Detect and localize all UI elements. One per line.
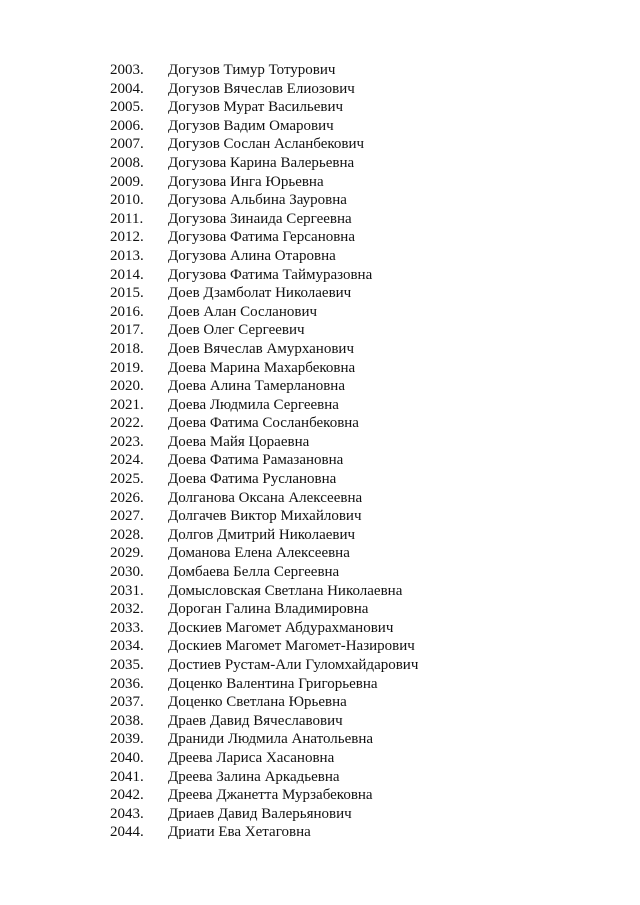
entry-number: 2042. [110, 787, 144, 804]
entry-number: 2018. [110, 340, 144, 357]
list-item [110, 749, 418, 768]
entry-number: 2003. [110, 62, 144, 78]
list-item [110, 191, 418, 210]
list-item [110, 619, 418, 638]
entry-number: 2021. [110, 396, 144, 413]
entry-number: 2037. [110, 694, 144, 711]
entry-number: 2009. [110, 173, 144, 190]
entry-name: Драниди Людмила Анатольевна [168, 731, 374, 748]
list-item [110, 768, 418, 787]
entry-name: Домысловская Светлана Николаевна [168, 582, 403, 599]
entry-name: Долгов Дмитрий Николаевич [168, 526, 356, 543]
entry-number: 2034. [110, 638, 144, 655]
entry-name: Дреева Залина Аркадьевна [168, 768, 340, 785]
entry-name: Догузова Альбина Зауровна [168, 192, 347, 209]
entry-number: 2026. [110, 489, 144, 506]
entry-name: Дреева Лариса Хасановна [168, 749, 335, 766]
entry-name: Долганова Оксана Алексеевна [168, 489, 363, 506]
list-item [110, 582, 418, 601]
entry-number: 2038. [110, 712, 144, 729]
entry-number: 2005. [110, 99, 144, 116]
entry-number: 2019. [110, 359, 144, 376]
entry-number: 2017. [110, 322, 144, 339]
list-item [110, 321, 418, 340]
entry-name: Доскиев Магомет Магомет-Назирович [168, 638, 415, 655]
entry-number: 2016. [110, 303, 144, 320]
entry-number: 2044. [110, 824, 144, 841]
entry-name: Дороган Галина Владимировна [168, 601, 369, 618]
entry-number: 2011. [110, 210, 144, 227]
list-item [110, 117, 418, 136]
entry-name: Достиев Рустам-Али Гуломхайдарович [168, 657, 419, 673]
entry-number: 2020. [110, 378, 144, 395]
entry-name: Догузов Тимур Тотурович [168, 62, 336, 78]
entry-name: Догузов Вадим Омарович [168, 117, 334, 134]
entry-number: 2030. [110, 564, 144, 581]
entry-number: 2029. [110, 545, 144, 562]
entry-name: Догузова Инга Юрьевна [168, 173, 324, 190]
entry-name: Драев Давид Вячеславович [168, 712, 343, 729]
list-item [110, 135, 418, 154]
entry-name: Доскиев Магомет Абдурахманович [168, 619, 394, 636]
entry-number: 2006. [110, 117, 144, 134]
entry-number: 2028. [110, 526, 144, 543]
list-item [110, 675, 418, 694]
list-item [110, 563, 418, 582]
list-item [110, 507, 418, 526]
entry-number: 2035. [110, 657, 144, 673]
list-item [110, 266, 418, 285]
entry-name: Доценко Валентина Григорьевна [168, 675, 378, 692]
list-item [110, 805, 418, 824]
entry-name: Доев Вячеслав Амурханович [168, 340, 354, 357]
list-item [110, 451, 418, 470]
list-item [110, 359, 418, 378]
entry-name: Догузов Сослан Асланбекович [168, 136, 365, 153]
list-item [110, 210, 418, 229]
entry-name: Догузов Вячеслав Елиозович [168, 80, 355, 97]
list-item [110, 284, 418, 303]
list-item [110, 414, 418, 433]
entry-name: Доценко Светлана Юрьевна [168, 694, 347, 711]
list-item [110, 730, 418, 749]
entry-number: 2025. [110, 471, 144, 488]
list-item [110, 80, 418, 99]
entry-name: Доманова Елена Алексеевна [168, 545, 350, 562]
list-item [110, 303, 418, 322]
entry-name: Догузова Фатима Таймуразовна [168, 266, 373, 283]
entry-name: Дреева Джанетта Мурзабековна [168, 787, 373, 804]
entry-number: 2004. [110, 80, 144, 97]
list-item [110, 712, 418, 731]
list-item [110, 340, 418, 359]
entry-name: Догузова Фатима Герсановна [168, 229, 355, 246]
entry-name: Доев Дзамболат Николаевич [168, 285, 352, 302]
list-item [110, 61, 418, 80]
list-item [110, 526, 418, 545]
entry-number: 2033. [110, 619, 144, 636]
entry-name: Доев Олег Сергеевич [168, 322, 305, 339]
entry-number: 2041. [110, 768, 144, 785]
list-item [110, 786, 418, 805]
list-item [110, 98, 418, 117]
entry-number: 2032. [110, 601, 144, 618]
entry-number: 2022. [110, 415, 144, 432]
entry-number: 2031. [110, 582, 144, 599]
entry-name: Доева Фатима Рамазановна [168, 452, 344, 469]
entry-name: Долгачев Виктор Михайлович [168, 508, 362, 525]
entry-name: Доева Людмила Сергеевна [168, 396, 339, 413]
entry-name: Догузов Мурат Васильевич [168, 99, 344, 116]
list-item [110, 823, 418, 842]
entry-name: Доева Марина Махарбековна [168, 359, 356, 376]
list-item [110, 470, 418, 489]
entry-name: Доева Майя Цораевна [168, 433, 310, 450]
entry-number: 2013. [110, 247, 144, 264]
entry-number: 2008. [110, 154, 144, 171]
entry-number: 2023. [110, 433, 144, 450]
list-item [110, 637, 418, 656]
entry-number: 2012. [110, 229, 144, 246]
entry-name: Догузова Алина Отаровна [168, 247, 336, 264]
list-item [110, 544, 418, 563]
entry-number: 2043. [110, 805, 144, 822]
entry-number: 2010. [110, 192, 144, 209]
list-item [110, 173, 418, 192]
entry-name: Дриаев Давид Валерьянович [168, 805, 352, 822]
list-item [110, 693, 418, 712]
entry-name: Дриати Ева Хетаговна [168, 824, 311, 841]
entry-number: 2014. [110, 266, 144, 283]
entry-number: 2007. [110, 136, 144, 153]
entry-number: 2036. [110, 675, 144, 692]
entry-name: Доев Алан Сосланович [168, 303, 318, 320]
entry-number: 2015. [110, 285, 144, 302]
entry-name: Доева Фатима Сосланбековна [168, 415, 359, 432]
entry-number: 2024. [110, 452, 144, 469]
entry-name: Доева Фатима Руслановна [168, 471, 337, 488]
list-item [110, 247, 418, 266]
entry-number: 2027. [110, 508, 144, 525]
entry-number: 2040. [110, 749, 144, 766]
list-item [110, 154, 418, 173]
list-item [110, 396, 418, 415]
list-item [110, 228, 418, 247]
entry-number: 2039. [110, 731, 144, 748]
list-item [110, 656, 418, 675]
name-list [110, 61, 418, 842]
list-item [110, 433, 418, 452]
entry-name: Домбаева Белла Сергеевна [168, 564, 340, 581]
list-item [110, 377, 418, 396]
entry-name: Догузова Карина Валерьевна [168, 154, 355, 171]
entry-name: Доева Алина Тамерлановна [168, 378, 345, 395]
list-item [110, 489, 418, 508]
entry-name: Догузова Зинаида Сергеевна [168, 210, 352, 227]
list-item [110, 600, 418, 619]
